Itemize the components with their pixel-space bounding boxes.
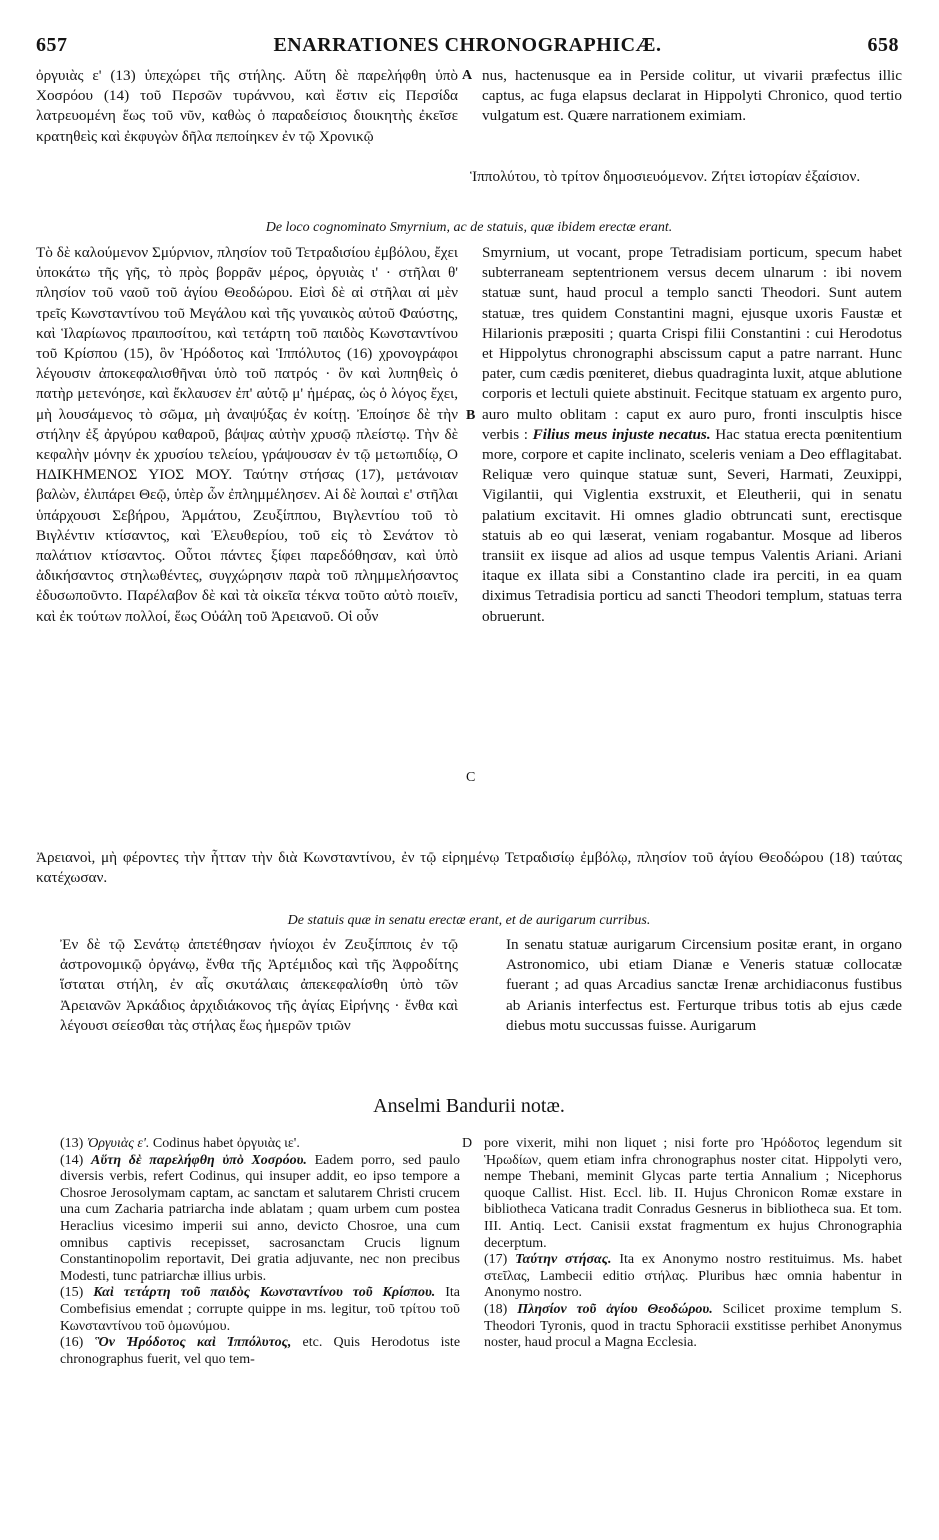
latin-column-2 xyxy=(482,243,902,627)
latin-column-1: nus, hactenusque ea in Perside colitur, ut vivarii præfectus illic captus, ac fuga elapsus declarat in Hippolyti Chronico, quod tertio vulgatum est. Quære narrationem eximiam. xyxy=(482,67,902,125)
note-13: (13) Ὀργυιὰς ε'. Codinus habet ὀργυιὰς ιε'. xyxy=(60,1136,300,1151)
greek-fullwidth-2: Ἀρειανοὶ, μὴ φέροντες τὴν ἧτταν τὴν διὰ Κωνσταντίνου, ἐν τῷ εἰρημένῳ Τετραδισίῳ ἐμβόλῳ, πλησίον τοῦ ἁγίου Θεοδώρου (18) ταύτας κατέχωσαν. xyxy=(36,849,902,887)
greek-fullwidth-1a: Ἱππολύτου, τὸ τρίτον δημοσιευόμενον. Ζήτει ἱστορίαν ἐξαίσιον. xyxy=(470,168,861,185)
latin-column-3: In senatu statuæ aurigarum Circensium positæ erant, in organo Astronomico, ubi etiam Dianæ e Veneris statuæ collocatæ fuerant ; ad quas Arcadius sanctæ Irenæ archidiaconus fustibus ab Arianis interfectus est. Ferturque tribus totis ab ejus cæde diebus motu succussas fuisse. Aurigarum xyxy=(506,936,902,1034)
greek-column-1: ὀργυιὰς ε' (13) ὑπεχώρει τῆς στήλης. Αὕτη δὲ παρελήφθη ὑπὸ Χοσρόου (14) τοῦ Περσῶν τυράννου, καὶ ἔστιν εἰς Περσίδα λατρευομένη ἕως τοῦ νῦν, καθὼς ὁ παραδείσιος διοικητὴς ἐκεῖσε κρατηθεὶς καὶ ἐκφυγὼν δῆλα πεποίηκεν ἐν τῷ Χρονικῷ xyxy=(36,67,458,145)
note-16-continued: pore vixerit, mihi non liquet ; nisi forte pro Ἡρόδοτος legendum sit Ἡρωδίων, quem etiam infra chronographus noster citat. Hippolyti vero, nempe Thebani, meminit Glycas parte tertia Annalium ; Nicephorus quoque Callist. Hist. Eccl. lib. II. Hujus Chronicon Romæ exstare in bibliotheca Vaticana tradit Conradus Gesnerus in bibliotheca sua. Et tom. III. Antiq. Lect. Canisii exstat fragmentum ex hujus Chronographia decerptum. xyxy=(484,1136,902,1251)
notes-right-column xyxy=(484,1136,902,1352)
page-number-right: 658 xyxy=(867,34,899,56)
note-16: (16) Ὃν Ἡρόδοτος καὶ Ἱππόλυτος, etc. Quis Herodotus iste chronographus fuerit, vel quo tem- xyxy=(60,1335,461,1367)
note-14: (14) Αὕτη δὲ παρελήφθη ὑπὸ Χοσρόου. Eadem porro, sed paulo diversis verbis, refert Codinus, qui insuper addit, eo ipso tempore a Chosroe Jerosolymam captam, ac sanctam et salutarem Christi crucem una cum Zacharia patriarcha inde ablatam ; quam urbem cum postea Heraclius vicesimo imperii sui anno, devicto Chosroe, una cum omnibus captivis recepisset, sacrosanctam Crucis lignum Constantinopolim reportavit, Dei gratia adjuvante, nec non precibus Modesti, tunc patriarchæ illius urbis. xyxy=(60,1152,461,1284)
margin-marker-c: C xyxy=(466,770,476,785)
page-number-left: 657 xyxy=(36,34,68,56)
latin-text-2b: Hac statua erecta pœnitentium more, corpore et capite inclinato, sceleris veniam a Deo efflagitabat. Reliquæ vero quinque statuæ sunt, Severi, Harmati, Zeuxippi, Vigilantii, qui Viglentia exstruxit, et Eleutherii, qui in senatu palatium excitavit. Hi omnes gladio obtruncati sunt, erectisque statuis ab eo qui læserat, veniam rogabantur. Mosque ad liberos transiit ex iisque ad alios ad usque tempus Valentis Ariani. Ariani itaque ex illata sibi a Constantino clade ira perciti, in ea quam diximus Tetradisia porticu ad sancti Theodori templum, statuas terra obruerunt. xyxy=(482,425,903,625)
greek-column-3: Ἐν δὲ τῷ Σενάτῳ ἀπετέθησαν ἡνίοχοι ἐν Ζευξίπποις ἐν τῷ ἀστρονομικῷ ὀργάνῳ, ἔνθα τῆς Ἀρτέμιδος καὶ τῆς Ἀφροδίτης ἵσταται στήλη, ἐν αἷς σκυτάλαις ἀπεκεφαλίσθη ὑπὸ τῶν Ἀρειανῶν Ἀρκάδιος ἀρχιδιάκονος τῆς ἁγίας Εἰρήνης · ἔνθα καὶ λέγουσι σείεσθαι τὰς στήλας ἕως ἡμερῶν τριῶν xyxy=(60,936,458,1034)
section-heading-2: De statuis quæ in senatu erectæ erant, et de aurigarum curribus. xyxy=(287,913,651,928)
latin-text-2a: Smyrnium, ut vocant, prope Tetradisiam porticum, specum habet subterraneam septentrionem versus decem ulnarum : ibi novem statuæ sunt, haud procul a templo sancti Theodori. Sunt autem statuæ, tres quidem Constantini magni, ejusque uxoris Faustæ et Hilarionis præpositi ; quarta Crispi filii Constantini : cui Herodotus et Hippolytus chronographi abscissum caput a patre narrant. Hunc pater, cum cædis pœniteret, diebus quadraginta luxit, atque ablutione corporis et lectuli quiete abstinuit. Fecitque statuam ex argento puro, auro multo oblitam : caput ex auro puro, fronti insculptis hisce verbis : xyxy=(482,244,902,443)
notes-title: Anselmi Bandurii notæ. xyxy=(373,1095,565,1117)
note-15: (15) Καὶ τετάρτη τοῦ παιδὸς Κωνσταντίνου τοῦ Κρίσπου. Ita Combefisius emendat ; corrupte quippe in ms. legitur, τοῦ τρίτου τοῦ Κωνσταντίνου τοῦ ὁμωνύμου. xyxy=(60,1285,460,1334)
latin-quote: Filius meus injuste necatus. xyxy=(532,425,711,443)
margin-marker-d: D xyxy=(462,1136,473,1151)
page-header xyxy=(36,34,899,60)
notes-left-column xyxy=(60,1136,460,1368)
section-heading-1: De loco cognominato Smyrnium, ac de statuis, quæ ibidem erectæ erant. xyxy=(265,220,673,235)
note-18: (18) Πλησίον τοῦ ἁγίου Θεοδώρου. Scilicet proxime templum S. Theodori Tyronis, quod in tractu Sphoracii exstitisse perhibet Anonymus noster, haud procul a Magna Ecclesia. xyxy=(484,1301,903,1351)
margin-marker-b: B xyxy=(466,408,476,423)
greek-column-2: Τὸ δὲ καλούμενον Σμύρνιον, πλησίον τοῦ Τετραδισίου ἐμβόλου, ἔχει ὑποκάτω τῆς γῆς, τὸ πρὸς βορρᾶν μέρος, ὀργυιὰς ι' · στῆλαι θ' πλησίον τοῦ ναοῦ τοῦ ἁγίου Θεοδώρου. Εἰσὶ δὲ αἱ στῆλαι αἱ μὲν τρεῖς Κωνσταντίνου τοῦ Μεγάλου καὶ τῆς γυναικὸς αὐτοῦ Φαύστης, καὶ Ἱλαρίωνος πραιποσίτου, καὶ τετάρτη τοῦ παιδὸς Κωνσταντίνου τοῦ Κρίσπου (15), ὃν Ἡρόδοτος καὶ Ἱππόλυτος (16) χρονογράφοι λέγουσιν ἀποκεφαλισθῆναι ὑπὸ τοῦ πατρός · ὃν καὶ λυπηθεὶς ὁ πατὴρ μετενόησε, καὶ ἔκλαυσεν ἐπ' αὐτῷ μ' ἡμέρας, ὡς ὁ λόγος ἔχει, μὴ λουσάμενος τὸ σῶμα, μὴ ἀναψύξας ἐν κοίτῃ. Ἐποίησε δὲ τὴν στήλην ἐξ ἀργύρου καθαροῦ, βάψας αὐτὴν χρυσῷ πλείστῳ. Τὴν δὲ κεφαλὴν μόνην ἐκ χρυσίου τελείου, γράψουσαν ἐν τῷ μετωπιδίῳ, Ο ΗΔΙΚΗΜΕΝΟΣ ΥΙΟΣ ΜΟΥ. Ταύτην στήσας (17), μετάνοιαν βαλὼν, ἐλιπάρει Θεῷ, ὑπὲρ ὧν ἐπλημμέλησεν. Αἱ δὲ λοιπαὶ ε' στῆλαι ὑπάρχουσι Σεβήρου, Ἁρμάτου, Ζευξίππου, Βιγλεντίου τοῦ τὸ Βιγλέντιν κτίσαντος, καὶ Ἐλευθερίου, τοῦ εἰς τὸ Σενάτον τὸ παλάτιον κτίσαντος. Οὗτοι πάντες ξίφει παρεδόθησαν, καὶ ὑπὸ ἀδικήσαντος στηλωθέντες, συγχώρησιν παρὰ τοῦ πλημμελήσαντος ἐδυσωποῦντο. Παρέλαβον δὲ καὶ τὰ οἰκεῖα τέκνα τοῦτο αὐτὸ ποιεῖν, καὶ ἐκ τούτων πολλοί, ἕως Οὐάλη τοῦ Ἀρειανοῦ. Οἱ οὖν xyxy=(36,244,458,625)
margin-marker-a: A xyxy=(462,68,473,83)
running-title: ENARRATIONES CHRONOGRAPHICÆ. xyxy=(273,34,662,56)
note-17: (17) Ταύτην στήσας. Ita ex Anonymo nostro restituimus. Ms. habet στεῖλας, Lambecii editio στήλας. Pluribus hæc omnia habentur in Anonymo nostro. xyxy=(484,1252,902,1301)
